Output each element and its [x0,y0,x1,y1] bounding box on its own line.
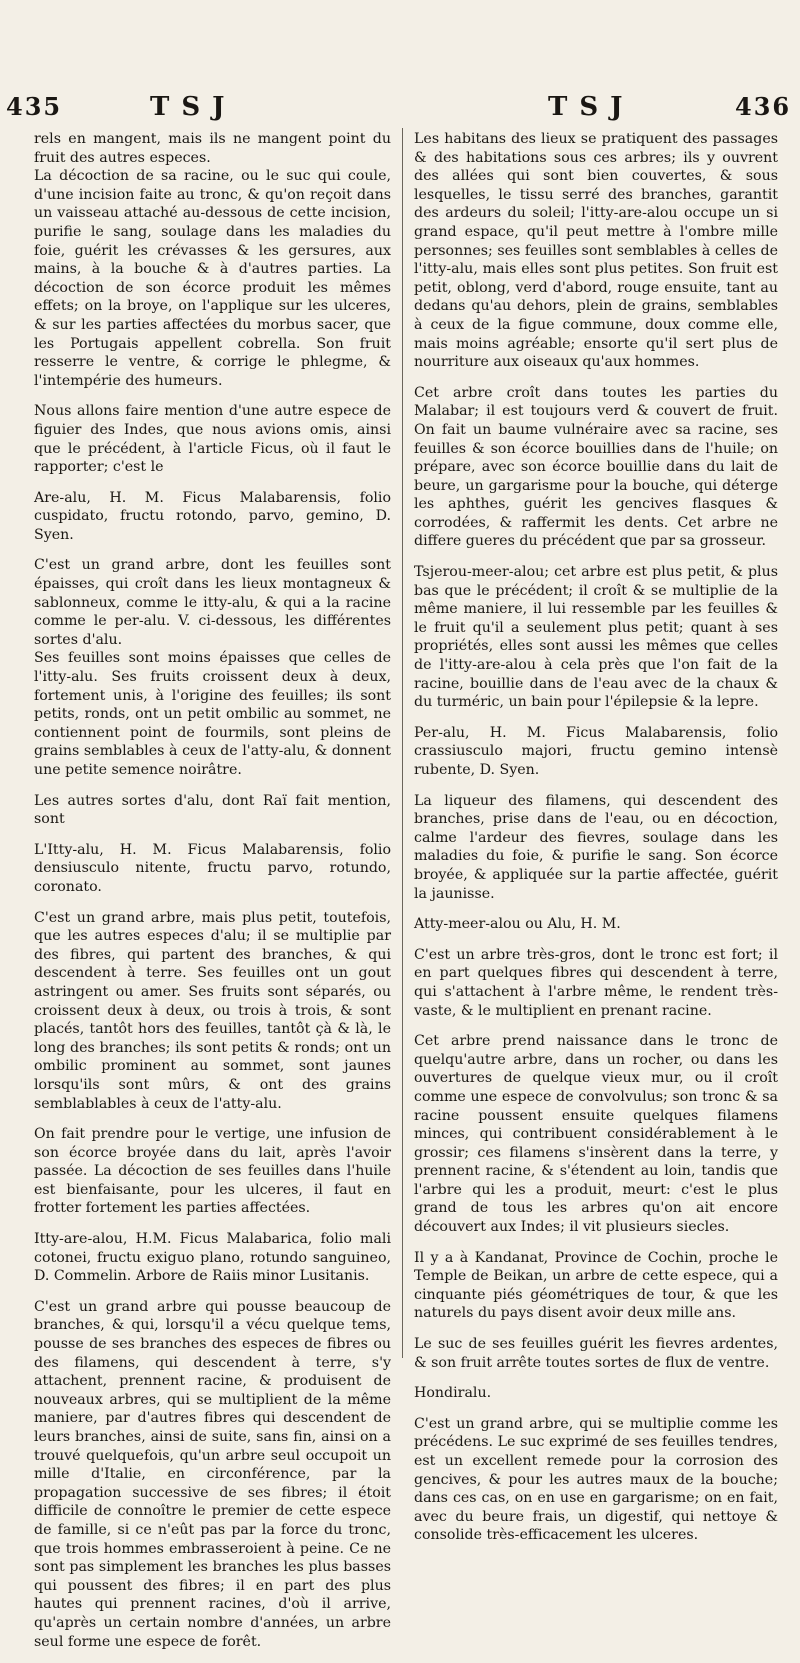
right-running-head: TSJ [548,92,635,122]
entry-heading: Itty-are-alou, H.M. Ficus Malabarica, folio mali cotonei, fructu exiguo plano, rotundo sanguineo, D. Commelin. Arbore de Raiis minor Lusitanis. [34,1231,391,1285]
paragraph: Nous allons faire mention d'une autre espece de figuier des Indes, que nous avions omis, ainsi que le précédent, à l'article Ficus, où il faut le rapporter; c'est le [34,403,391,476]
right-page-number: 436 [735,92,792,121]
column-divider [402,128,403,1358]
paragraph: C'est un grand arbre qui pousse beaucoup de branches, & qui, lorsqu'il a vécu quelque tems, pousse de ses branches des especes de fibres ou des filamens, qui descendent à terre, s'y attachent, prennent racine, & produisent de nouveaux arbres, qui se multiplient de la même maniere, par d'autres fibres qui descendent de leurs branches, ainsi de suite, sans fin, ainsi on a trouvé quelquefois, qu'un arbre seul occupoit un mille d'Italie, en circonférence, par la propagation successive de ses fibres; il étoit difficile de connoître le premier de cette espece de famille, si ce n'eût pas par la force du tronc, que trois hommes embrasseroient à peine. Ce ne sont pas simplement les branches les plus basses qui poussent des fibres; il en part des plus hautes qui prennent racines, d'où il arrive, qu'après un certain nombre d'années, un arbre seul forme une espece de forêt. [34,1298,391,1650]
entry-heading: Are-alu, H. M. Ficus Malabarensis, folio cuspidato, fructu rotondo, parvo, gemino, D. Syen. [34,489,391,543]
entry-heading: L'Itty-alu, H. M. Ficus Malabarensis, folio densiusculo nitente, fructu parvo, rotundo, coronato. [34,841,391,895]
paragraph: Il y a à Kandanat, Province de Cochin, proche le Temple de Beikan, un arbre de cette espece, qui a cinquante piés géométriques de tour, & que les naturels du pays disent avoir deux mille ans. [414,1249,778,1322]
paragraph: Cet arbre prend naissance dans le tronc de quelqu'autre arbre, dans un rocher, ou dans les ouvertures de quelque vieux mur, ou il croît comme une espece de convolvulus; son tronc & sa racine poussent ensuite quelques filamens minces, qui contribuent considérablement à le grossir; ces filamens s'insèrent dans la terre, y prennent racine, & s'étendent au loin, tandis que l'arbre qui les a produit, meurt: c'est le plus grand de tous les arbres qu'on ait encore découvert aux Indes; il vit plusieurs siecles. [414,1033,778,1236]
paragraph: Le suc de ses feuilles guérit les fievres ardentes, & son fruit arrête toutes sortes de flux de ventre. [414,1336,778,1371]
paragraph: C'est un arbre très-gros, dont le tronc est fort; il en part quelques fibres qui descendent à terre, qui s'attachent à l'arbre même, le rendent très-vaste, & le multiplient en prenant racine. [414,946,778,1019]
left-page-number: 435 [6,92,63,121]
paragraph: Ses feuilles sont moins épaisses que celles de l'itty-alu. Ses fruits croissent deux à deux, fortement unis, à l'origine des feuilles; ils sont petits, ronds, ont un petit ombilic au sommet, ne contiennent point de fourmils, sont pleins de grains semblables à ceux de l'atty-alu, & donnent une petite semence noirâtre. [34,650,391,778]
entry-heading: Atty-meer-alou ou Alu, H. M. [414,916,621,933]
entry-heading: Per-alu, H. M. Ficus Malabarensis, folio crassiusculo majori, fructu gemino intensè rubente, D. Syen. [414,724,778,778]
paragraph: Les habitans des lieux se pratiquent des passages & des habitations sous ces arbres; ils y ouvrent des allées qui sont bien couvertes, & sous lesquelles, le tissu serré des branches, garantit des ardeurs du soleil; l'itty-are-alou occupe un si grand espace, qu'il peut mettre à l'ombre mille personnes; ses feuilles sont semblables à celles de l'itty-alu, mais elles sont plus petites. Son fruit est petit, oblong, verd d'abord, rouge ensuite, tant au dedans qu'au dehors, plein de grains, semblables à ceux de la figue commune, doux comme elle, mais moins agréable; ensorte qu'il sert plus de nourriture aux oiseaux qu'aux hommes. [414,131,778,371]
left-column [34,130,391,1663]
left-running-head: TSJ [150,92,237,122]
paragraph: Les autres sortes d'alu, dont Raï fait mention, sont [34,792,391,828]
entry-heading: Hondiralu. [414,1385,492,1402]
paragraph: La décoction de sa racine, ou le suc qui coule, d'une incision faite au tronc, & qu'on reçoit dans un vaisseau attaché au-dessous de cette incision, purifie le sang, soulage dans les maladies du foie, guérit les crévasses & les gersures, aux mains, à la bouche & à d'autres parties. La décoction de son écorce produit les mêmes effets; on la broye, on l'applique sur les ulceres, & sur les parties affectées du morbus sacer, que les Portugais appellent cobrella. Son fruit resserre le ventre, & corrige le phlegme, & l'intempérie des humeurs. [34,168,391,389]
paragraph: La liqueur des filamens, qui descendent des branches, prise dans de l'eau, ou en décoction, calme l'ardeur des fievres, soulage dans les maladies du foie, & purifie le sang. Son écorce broyée, & appliquée sur la partie affectée, guérit la jaunisse. [414,792,778,902]
paragraph: C'est un grand arbre, mais plus petit, toutefois, que les autres especes d'alu; il se multiplie par des fibres, qui partent des branches, & qui descendent à terre. Ses feuilles ont un gout astringent ou amer. Ses fruits sont séparés, ou croissent deux à deux, ou trois à trois, & sont placés, tantôt hors des feuilles, tantôt çà & là, le long des branches; ils sont petits & ronds; ont un ombilic prominent au sommet, sont jaunes lorsqu'ils sont mûrs, & ont des grains semblablables à ceux de l'atty-alu. [34,909,391,1112]
paragraph: On fait prendre pour le vertige, une infusion de son écorce broyée dans du lait, après l'avoir passée. La décoction de ses feuilles dans l'huile est bienfaisante, pour les ulceres, il faut en frotter fortement les parties affectées. [34,1126,391,1217]
paragraph: Tsjerou-meer-alou; cet arbre est plus petit, & plus bas que le précédent; il croît & se multiplie de la même maniere, il lui ressemble par les feuilles & le fruit qu'il a seulement plus petit; quant à ses propriétés, elles sont aussi les mêmes que celles de l'itty-are-alou à cela près que l'on fait de la racine, bouillie dans de l'eau avec de la chaux & du turméric, un bain pour l'épilepsie & la lepre. [414,564,778,711]
paragraph: C'est un grand arbre, qui se multiplie comme les précédens. Le suc exprimé de ses feuilles tendres, est un excellent remede pour la corrosion des gencives, & pour les autres maux de la bouche; dans ces cas, on en use en gargarisme; on en fait, avec du beure frais, un digestif, qui nettoye & consolide très-efficacement les ulceres. [414,1415,778,1544]
paragraph: C'est un grand arbre, dont les feuilles sont épaisses, qui croît dans les lieux montagneux & sablonneux, comme le itty-alu, & qui a la racine comme le per-alu. V. ci-dessous, les différentes sortes d'alu. [34,557,391,648]
right-column [414,130,778,1557]
paragraph: rels en mangent, mais ils ne mangent point du fruit des autres especes. [34,131,391,166]
paragraph: Cet arbre croît dans toutes les parties du Malabar; il est toujours verd & couvert de fruit. On fait un baume vulnéraire avec sa racine, ses feuilles & son écorce bouillies dans de l'huile; on prépare, avec son écorce bouillie dans du lait de beure, un gargarisme pour la bouche, qui déterge les aphthes, guérit les gencives flasques & corrodées, & raffermit les dents. Cet arbre ne differe gueres du précédent que par sa grosseur. [414,384,778,550]
page-header [0,92,800,124]
